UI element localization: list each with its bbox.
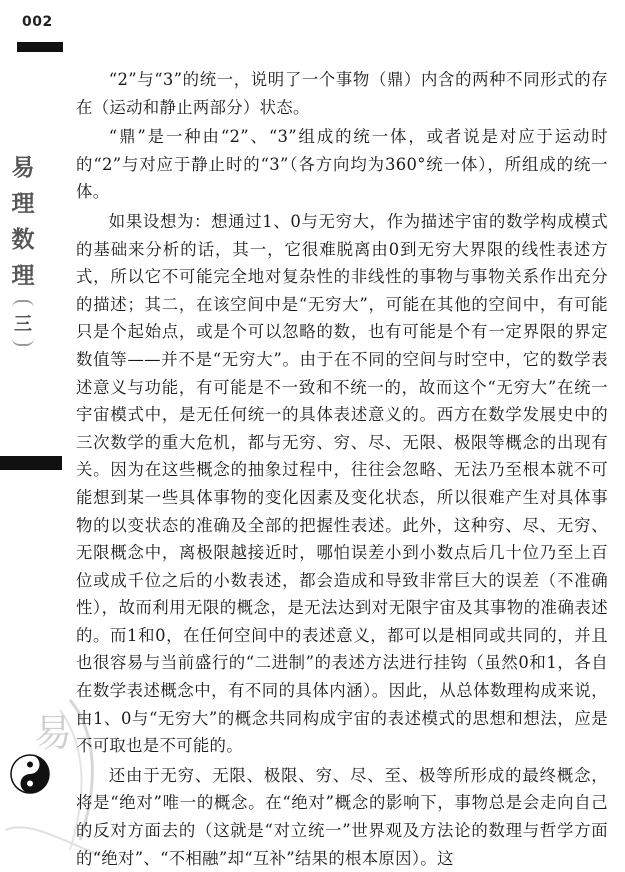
yin-yang-icon xyxy=(10,754,50,794)
side-marker-bar xyxy=(0,456,62,470)
paragraph: 如果设想为：想通过1、0与无穷大，作为描述宇宙的数学构成模式的基础来分析的话，其一，它很难脱离由0到无穷大界限的线性表述方式，所以它不可能完全地对复杂性的非线性的事物与事物关系作出充分的描述；其二，在该空间中是“无穷大”，可能在其他的空间中，有可能只是个起始点，或是个可以忽略的数，也有可能是个有一定界限的界定数值等——并不是“无穷大”。由于在不同的空间与时空中，它的数学表述意义与功能，有可能是不一致和不统一的，故而这个“无穷大”在统一宇宙模式中，是无任何统一的具体表述意义的。西方在数学发展史中的三次数学的重大危机，都与无穷、穷、尽、无限、极限等概念的出现有关。因为在这些概念的抽象过程中，往往会忽略、无法乃至根本就不可能想到某一些具体事物的变化因素及变化状态，所以很难产生对具体事物的以变状态的准确及全部的把握性表述。此外，这种穷、尽、无穷、无限概念中，离极限越接近时，哪怕误差小到小数点后几十位乃至上百位或成千位之后的小数表述，都会造成和导致非常巨大的误差（不准确性），故而利用无限的概念，是无法达到对无限宇宙及其事物的准确表述的。而1和0，在任何空间中的表述意义，都可以是相同或共同的，并且也很容易与当前盛行的“二进制”的表述方法进行挂钩（虽然0和1，各自在数学表述概念中，有不同的具体内涵）。因此，从总体数理构成来说，由1、0与“无穷大”的概念共同构成宇宙的表述模式的思想和想法，应是不可取也是不可能的。 xyxy=(76,211,608,756)
paragraph: “鼎”是一种由“2”、“3”组成的统一体，或者说是对应于运动时的“2”与对应于静止时的“3”（各方向均为360°统一体），所组成的统一体。 xyxy=(76,127,608,202)
paragraph: 还由于无穷、无限、极限、穷、尽、至、极等所形成的最终概念，将是“绝对”唯一的概念。在“绝对”概念的影响下，事物总是会走向自己的反对方面去的（这就是“对立统一”世界观及方法论的数理与哲学方面的“绝对”、“不相融”却“互补”结果的根本原因）。这 xyxy=(76,765,608,868)
side-title-char-2: 理 xyxy=(11,190,35,217)
side-book-title xyxy=(6,150,40,346)
watermark-glyph: 易 xyxy=(34,711,73,755)
header-bar xyxy=(17,42,63,52)
volume-label: 三 xyxy=(12,300,34,346)
side-title-char-1: 易 xyxy=(11,154,35,181)
side-title-char-4: 理 xyxy=(11,262,35,289)
paragraph: “2”与“3”的统一，说明了一个事物（鼎）内含的两种不同形式的存在（运动和静止两部分）状态。 xyxy=(76,70,608,117)
body-text xyxy=(76,66,608,872)
side-title-char-3: 数 xyxy=(11,226,35,253)
page-number: 002 xyxy=(22,14,53,30)
